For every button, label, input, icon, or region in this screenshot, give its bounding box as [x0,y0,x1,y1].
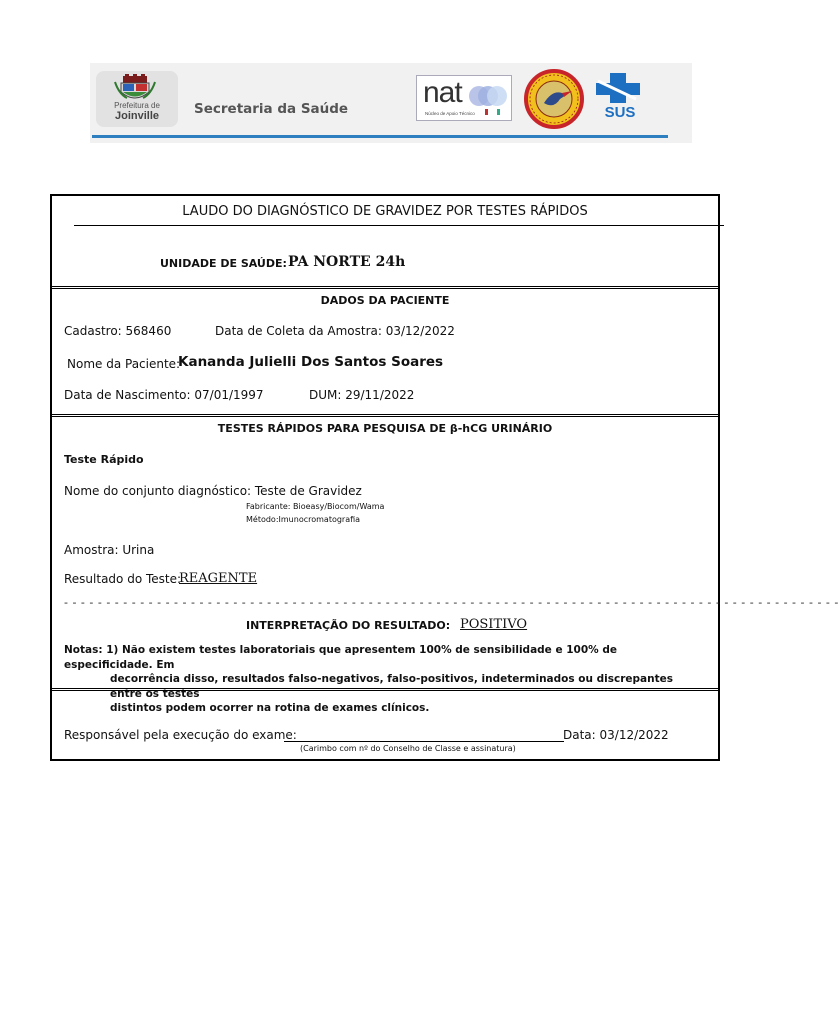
fabricante-field: Fabricante: Bioeasy/Biocom/Wama [246,502,385,511]
notes-block [64,643,704,716]
test-subheading: Teste Rápido [64,453,144,466]
resultado-value: REAGENTE [179,571,258,586]
dashed-separator: - - - - - - - - - - - - - - - - - - - - - - - - - - - - - - - - - - - - - - - - - - - - - - - - - - - - - - - - - - - - - - - - - - - - - - - - - - - - - - - - - - - - - - - - - - - - [64,596,839,609]
data-coleta-field: Data de Coleta da Amostra: 03/12/2022 [215,324,455,338]
nat-circles-icon [469,82,509,118]
prefeitura-logo [96,71,178,127]
metodo-field: Método:Imunocromatografia [246,515,361,524]
nat-logo [416,75,512,121]
sus-logo-text: SUS [604,104,636,121]
nome-label: Nome da Paciente: [67,357,181,371]
interpretacao-label: INTERPRETAÇÃO DO RESULTADO: [246,619,451,632]
test-section-title: TESTES RÁPIDOS PARA PESQUISA DE β-hCG URINÁRIO [217,422,553,435]
section-divider-2 [52,414,718,417]
report-title: LAUDO DO DIAGNÓSTICO DE GRAVIDEZ POR TESTES RÁPIDOS [182,204,588,219]
section-divider-3 [52,688,718,691]
unidade-label: UNIDADE DE SAÚDE: [160,257,287,270]
footer-date: Data: 03/12/2022 [563,728,669,742]
patient-section-title: DADOS DA PACIENTE [320,294,450,307]
cadastro-field: Cadastro: 568460 [64,324,172,338]
unidade-value: PA NORTE 24h [288,254,406,270]
nat-subtitle: Núcleo de Apoio Técnico [425,111,475,116]
title-underline [74,225,724,226]
report-form [50,194,839,761]
nascimento-field: Data de Nascimento: 07/01/1997 [64,388,264,402]
dum-field: DUM: 29/11/2022 [309,388,415,402]
interpretacao-value: POSITIVO [460,617,528,632]
signature-line [284,741,564,742]
notes-line-2: decorrência disso, resultados falso-negativos, falso-positivos, indeterminados ou discrepantes entre os testes [110,673,673,700]
header-banner [90,63,692,143]
secretaria-title: Secretaria da Saúde [194,101,349,117]
prefeitura-label: Prefeitura de [114,101,160,110]
section-divider-1 [52,286,718,289]
joinville-crest-icon [113,74,157,102]
prefeitura-city: Joinville [114,110,160,122]
rede-cegonha-logo-icon [524,69,584,129]
carimbo-caption: (Carimbo com nº do Conselho de Classe e assinatura) [300,744,516,753]
resultado-label: Resultado do Teste: [64,572,182,586]
responsavel-label: Responsável pela execução do exame: [64,728,297,742]
notes-line-1: Notas: 1) Não existem testes laboratoriais que apresentem 100% de sensibilidade e 100% de especificidade. Em [64,644,617,671]
notes-line-3: distintos podem ocorrer na rotina de exames clínicos. [110,702,430,714]
conjunto-field: Nome do conjunto diagnóstico: Teste de Gravidez [64,484,362,498]
nat-logo-text: nat [423,76,462,109]
amostra-field: Amostra: Urina [64,543,155,557]
nome-value: Kananda Julielli Dos Santos Soares [178,354,444,370]
banner-divider [92,135,668,138]
